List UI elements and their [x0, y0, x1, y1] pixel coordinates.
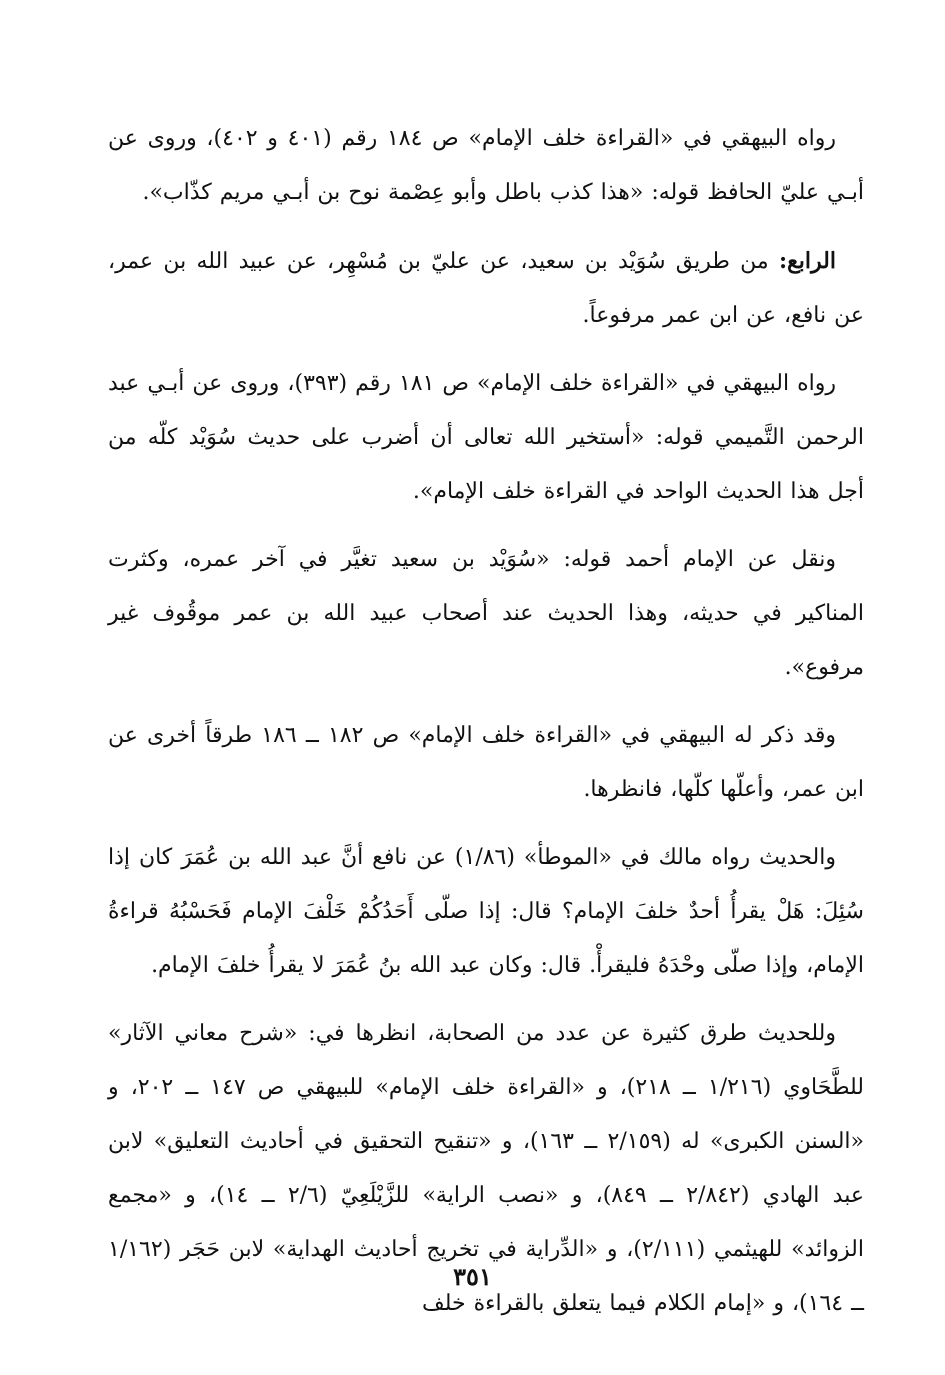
paragraph-bayhaqi-tamimi: رواه البيهقي في «القراءة خلف الإمام» ص ١٨١ رقم (٣٩٣)، وروى عن أبـي عبد الرحمن التَّميمي قوله: «أستخير الله تعالى أن أضرب على حديث سُوَيْد كلّه من أجل هذا الحديث الواحد في القراءة خلف الإمام».	[108, 371, 864, 504]
paragraph-bayhaqi-abu-ali: رواه البيهقي في «القراءة خلف الإمام» ص ١٨٤ رقم (٤٠١ و ٤٠٢)، وروى عن أبـي عليّ الحافظ قوله: «هذا كذب باطل وأبو عِصْمة نوح بن أبـي مريم كذّاب».	[108, 126, 864, 205]
paragraph-other-chains: وقد ذكر له البيهقي في «القراءة خلف الإمام» ص ١٨٢ ــ ١٨٦ طرقاً أخرى عن ابن عمر، وأعلّها كلّها، فانظرها.	[108, 723, 864, 802]
paragraph-fourth-chain	[108, 234, 864, 343]
paragraph-imam-ahmad: ونقل عن الإمام أحمد قوله: «سُوَيْد بن سعيد تغيَّر في آخر عمره، وكثرت المناكير في حديثه، وهذا الحديث عند أصحاب عبيد الله بن عمر موقُوف غير مرفوع».	[108, 547, 864, 680]
page-number: ٣٥١	[453, 1262, 492, 1291]
paragraph-muwatta: والحديث رواه مالك في «الموطأ» (١/٨٦) عن نافع أنَّ عبد الله بن عُمَرَ كان إذا سُئِلَ: هَلْ يقرأُ أحدٌ خلفَ الإمام؟ قال: إذا صلّى أَحَدُكُمْ خَلْفَ الإمام فَحَسْبُهُ قراءةُ الإمام، وإذا صلّى وحْدَهُ فليقرأْ. قال: وكان عبد الله بنُ عُمَرَ لا يقرأُ خلفَ الإمام.	[108, 845, 864, 978]
fourth-chain-text: من طريق سُوَيْد بن سعيد، عن عليّ بن مُسْهِر، عن عبيد الله بن عمر، عن نافع، عن ابن عمر مرفوعاً.	[108, 249, 864, 328]
paragraph-references: وللحديث طرق كثيرة عن عدد من الصحابة، انظرها في: «شرح معاني الآثار» للطَّحَاوي (١/٢١٦ ــ ٢١٨)، و «القراءة خلف الإمام» للبيهقي ص ١٤٧ ــ ٢٠٢، و «السنن الكبرى» له (٢/١٥٩ ــ ١٦٣)، و «تنقيح التحقيق في أحاديث التعليق» لابن عبد الهادي (٢/٨٤٢ ــ ٨٤٩)، و «نصب الراية» للزَّيْلَعِيّ (٢/٦ ــ ١٤)، و «مجمع الزوائد» للهيثمي (٢/١١١)، و «الدِّراية في تخريج أحاديث الهداية» لابن حَجَر (١/١٦٢ ــ ١٦٤)، و «إمام الكلام فيما يتعلق بالقراءة خلف	[108, 1021, 864, 1316]
fourth-label: الرابع:	[778, 248, 836, 274]
body-text	[108, 112, 864, 1345]
